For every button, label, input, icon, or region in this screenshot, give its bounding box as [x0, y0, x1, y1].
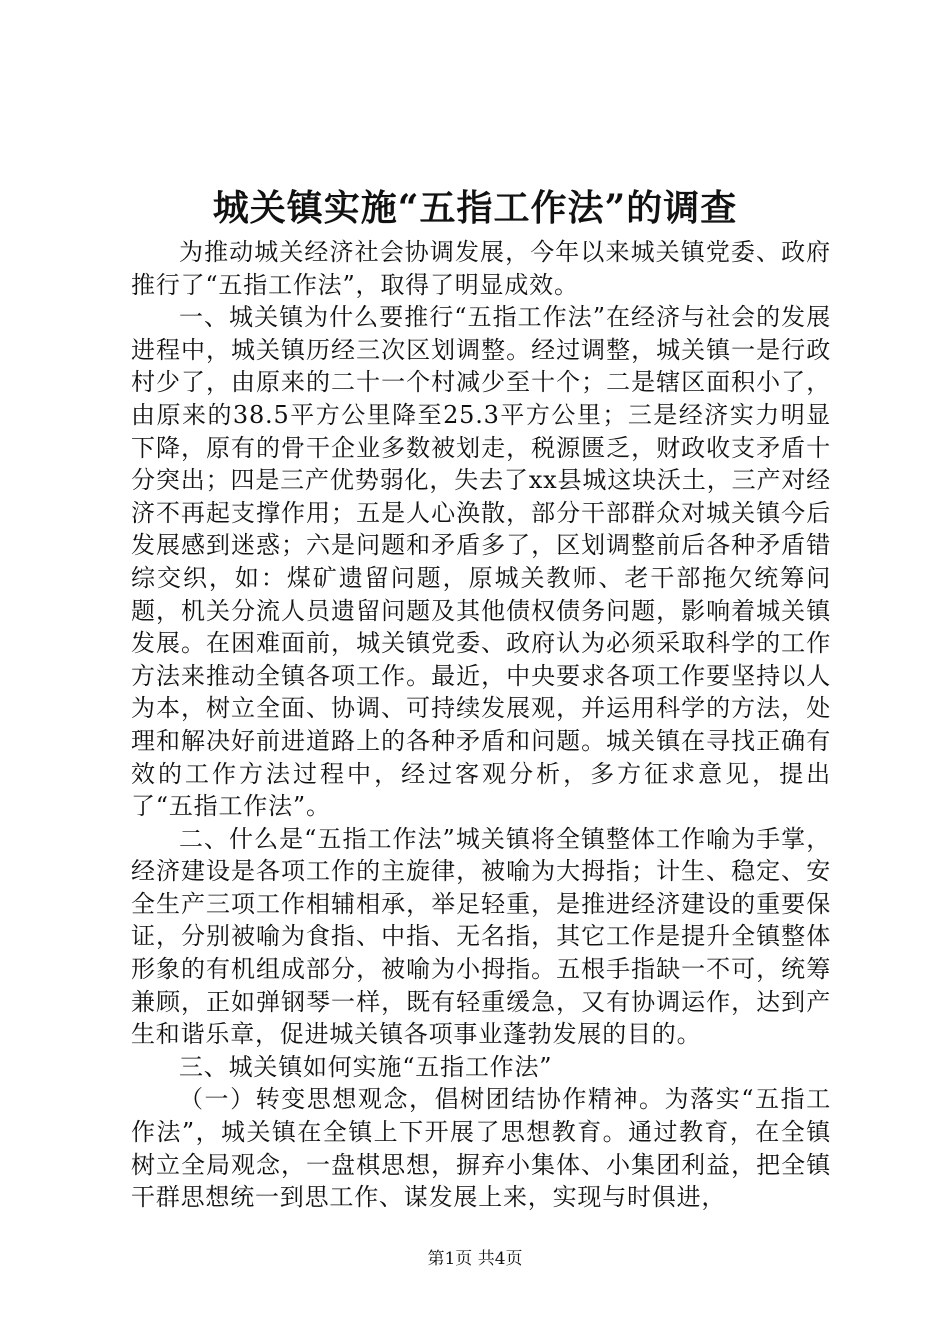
- paragraph-section-2: 二、什么是“五指工作法”城关镇将全镇整体工作喻为手掌，经济建设是各项工作的主旋律，被喻为大拇指；计生、稳定、安全生产三项工作相辅相承，举足轻重，是推进经济建设的重要保证，分别被喻为食指、中指、无名指，其它工作是提升全镇整体形象的有机组成部分，被喻为小拇指。五根手指缺一不可，统筹兼顾，正如弹钢琴一样，既有轻重缓急，又有协调运作，达到产生和谐乐章，促进城关镇各项事业蓬勃发展的目的。: [131, 824, 831, 1049]
- paragraph-section-3-heading: 三、城关镇如何实施“五指工作法”: [179, 1052, 553, 1081]
- paragraph-section-3-item-1: （一）转变思想观念，倡树团结协作精神。为落实“五指工作法”，城关镇在全镇上下开展了思想教育。通过教育，在全镇树立全局观念，一盘棋思想，摒弃小集体、小集团利益，把全镇干群思想统一到思工作、谋发展上来，实现与时俱进，: [131, 1085, 831, 1212]
- paragraph-intro: 为推动城关经济社会协调发展，今年以来城关镇党委、政府推行了“五指工作法”，取得了明显成效。: [131, 238, 831, 299]
- document-body: [131, 236, 831, 1214]
- paragraph-section-1: 一、城关镇为什么要推行“五指工作法”在经济与社会的发展进程中，城关镇历经三次区划调整。经过调整，城关镇一是行政村少了，由原来的二十一个村减少至十个；二是辖区面积小了，由原来的38.5平方公里降至25.3平方公里；三是经济实力明显下降，原有的骨干企业多数被划走，税源匮乏，财政收支矛盾十分突出；四是三产优势弱化，失去了xx县城这块沃土，三产对经济不再起支撑作用；五是人心涣散，部分干部群众对城关镇今后发展感到迷惑；六是问题和矛盾多了，区划调整前后各种矛盾错综交织，如：煤矿遗留问题，原城关教师、老干部拖欠统筹问题，机关分流人员遗留问题及其他债权债务问题，影响着城关镇发展。在困难面前，城关镇党委、政府认为必须采取科学的工作方法来推动全镇各项工作。最近，中央要求各项工作要坚持以人为本，树立全面、协调、可持续发展观，并运用科学的方法，处理和解决好前进道路上的各种矛盾和问题。城关镇在寻找正确有效的工作方法过程中，经过客观分析，多方征求意见，提出了“五指工作法”。: [131, 303, 831, 821]
- document-title: 城关镇实施“五指工作法”的调查: [212, 187, 738, 229]
- page-number-footer: 第1页 共4页: [427, 1249, 523, 1269]
